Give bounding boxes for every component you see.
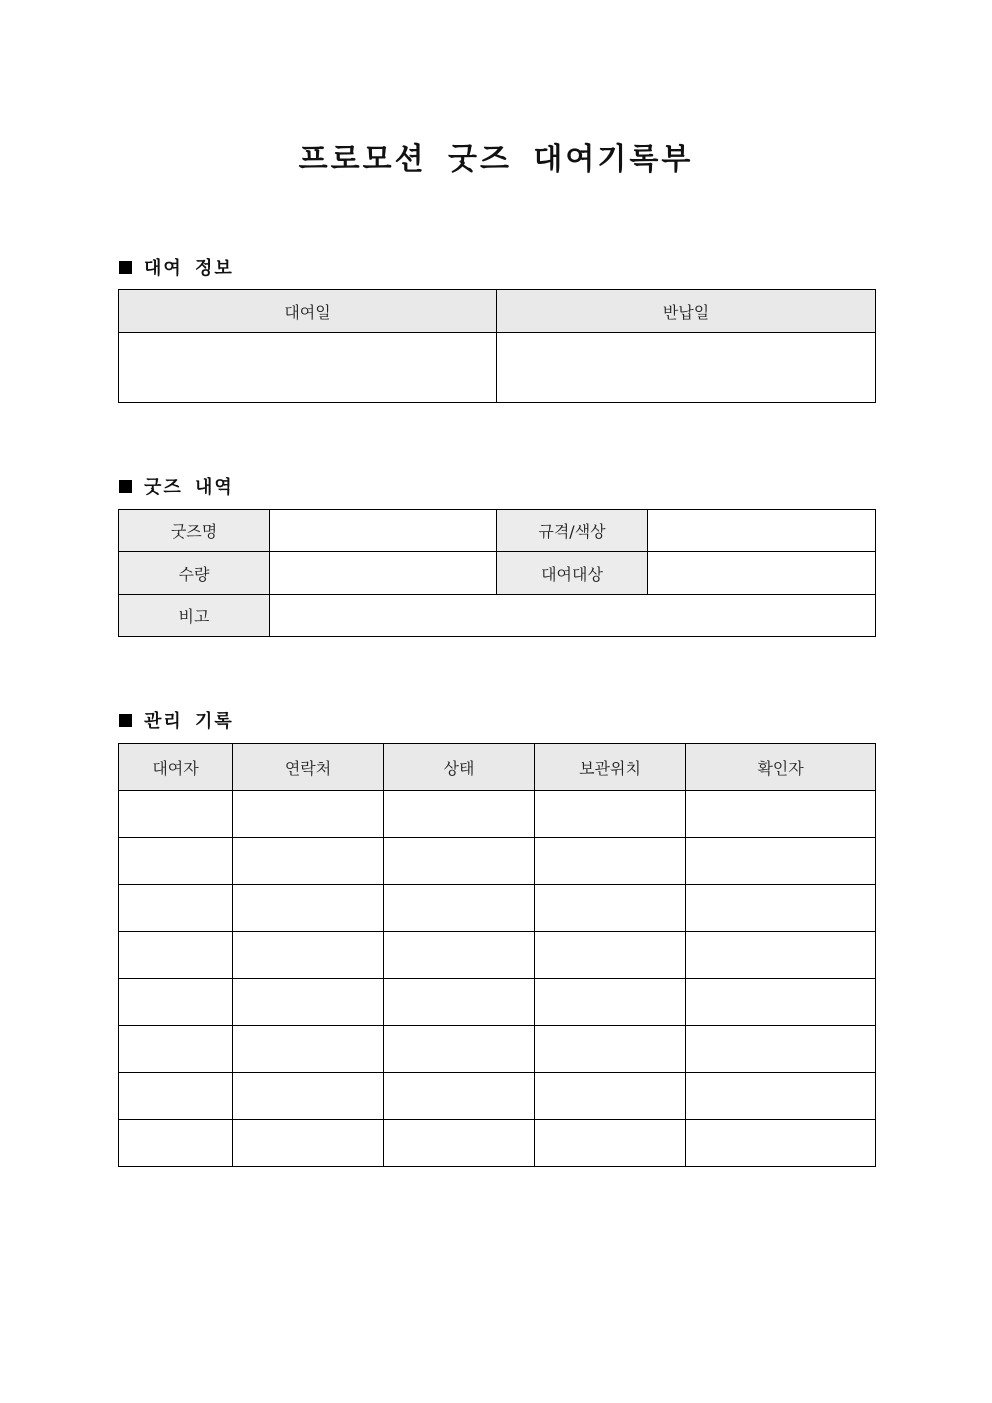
- management-log-table: [118, 743, 876, 1167]
- spec-color-field[interactable]: [648, 510, 876, 552]
- status-cell[interactable]: [384, 979, 535, 1026]
- contact-cell[interactable]: [233, 932, 384, 979]
- rental-info-table: [118, 289, 876, 403]
- rental-target-field[interactable]: [648, 552, 876, 595]
- verifier-cell[interactable]: [686, 1026, 876, 1073]
- verifier-cell[interactable]: [686, 885, 876, 932]
- status-cell[interactable]: [384, 885, 535, 932]
- header-rental-date: 대여일: [119, 290, 497, 333]
- contact-cell[interactable]: [233, 1026, 384, 1073]
- table-row: [119, 1073, 876, 1120]
- table-row: [119, 885, 876, 932]
- borrower-cell[interactable]: [119, 1120, 233, 1167]
- table-row: [119, 932, 876, 979]
- storage-location-cell[interactable]: [535, 885, 686, 932]
- borrower-cell[interactable]: [119, 838, 233, 885]
- verifier-cell[interactable]: [686, 932, 876, 979]
- contact-cell[interactable]: [233, 1073, 384, 1120]
- borrower-cell[interactable]: [119, 932, 233, 979]
- verifier-cell[interactable]: [686, 1120, 876, 1167]
- borrower-cell[interactable]: [119, 885, 233, 932]
- contact-cell[interactable]: [233, 791, 384, 838]
- verifier-cell[interactable]: [686, 791, 876, 838]
- remarks-field[interactable]: [270, 595, 876, 637]
- section-heading-label: 관리 기록: [144, 711, 234, 732]
- square-bullet-icon: [119, 261, 132, 274]
- contact-cell[interactable]: [233, 979, 384, 1026]
- status-cell[interactable]: [384, 1073, 535, 1120]
- header-borrower: 대여자: [119, 744, 233, 791]
- storage-location-cell[interactable]: [535, 1120, 686, 1167]
- borrower-cell[interactable]: [119, 791, 233, 838]
- status-cell[interactable]: [384, 791, 535, 838]
- return-date-field[interactable]: [497, 333, 876, 403]
- table-row: [119, 1120, 876, 1167]
- table-row: [119, 838, 876, 885]
- borrower-cell[interactable]: [119, 1073, 233, 1120]
- square-bullet-icon: [119, 714, 132, 727]
- square-bullet-icon: [119, 480, 132, 493]
- verifier-cell[interactable]: [686, 1073, 876, 1120]
- header-verifier: 확인자: [686, 744, 876, 791]
- storage-location-cell[interactable]: [535, 838, 686, 885]
- section-heading-goods-details: [119, 473, 234, 499]
- borrower-cell[interactable]: [119, 1026, 233, 1073]
- label-quantity: 수량: [119, 552, 270, 595]
- goods-details-table: [118, 509, 876, 637]
- status-cell[interactable]: [384, 932, 535, 979]
- goods-name-field[interactable]: [270, 510, 497, 552]
- label-remarks: 비고: [119, 595, 270, 637]
- table-row: [119, 979, 876, 1026]
- rental-date-field[interactable]: [119, 333, 497, 403]
- section-heading-label: 굿즈 내역: [144, 477, 234, 498]
- storage-location-cell[interactable]: [535, 932, 686, 979]
- status-cell[interactable]: [384, 1026, 535, 1073]
- contact-cell[interactable]: [233, 1120, 384, 1167]
- storage-location-cell[interactable]: [535, 1073, 686, 1120]
- section-heading-rental-info: [119, 254, 234, 280]
- table-row: [119, 791, 876, 838]
- section-heading-label: 대여 정보: [144, 258, 234, 279]
- label-rental-target: 대여대상: [497, 552, 648, 595]
- storage-location-cell[interactable]: [535, 791, 686, 838]
- quantity-field[interactable]: [270, 552, 497, 595]
- verifier-cell[interactable]: [686, 979, 876, 1026]
- header-contact: 연락처: [233, 744, 384, 791]
- header-status: 상태: [384, 744, 535, 791]
- verifier-cell[interactable]: [686, 838, 876, 885]
- status-cell[interactable]: [384, 838, 535, 885]
- contact-cell[interactable]: [233, 885, 384, 932]
- log-rows: [119, 791, 876, 1167]
- section-heading-management-log: [119, 707, 234, 733]
- storage-location-cell[interactable]: [535, 1026, 686, 1073]
- label-goods-name: 굿즈명: [119, 510, 270, 552]
- status-cell[interactable]: [384, 1120, 535, 1167]
- header-return-date: 반납일: [497, 290, 876, 333]
- table-row: [119, 1026, 876, 1073]
- label-spec-color: 규격/색상: [497, 510, 648, 552]
- page-title: 프로모션 굿즈 대여기록부: [298, 142, 694, 177]
- header-storage-location: 보관위치: [535, 744, 686, 791]
- contact-cell[interactable]: [233, 838, 384, 885]
- storage-location-cell[interactable]: [535, 979, 686, 1026]
- borrower-cell[interactable]: [119, 979, 233, 1026]
